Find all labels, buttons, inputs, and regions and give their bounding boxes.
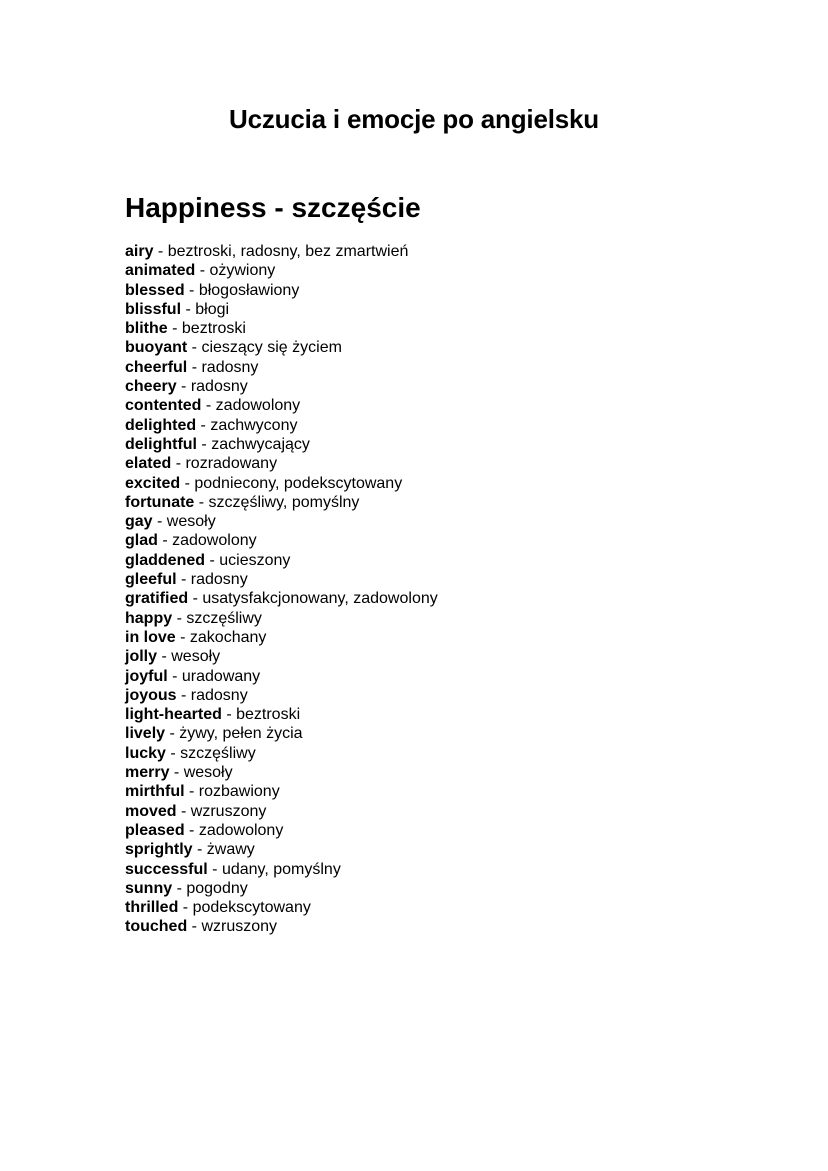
entry-separator: - xyxy=(181,300,196,318)
entry-translation: uradowany xyxy=(181,667,261,685)
entry-translation: wesoły xyxy=(183,764,233,782)
entry-term: moved xyxy=(125,802,177,820)
entry-separator: - xyxy=(169,764,184,782)
entry-term: happy xyxy=(125,609,173,627)
vocabulary-entry xyxy=(125,802,438,821)
entry-separator: - xyxy=(207,860,222,878)
entry-separator: - xyxy=(176,571,191,589)
entry-translation: ucieszony xyxy=(219,551,291,569)
entry-term: light-hearted xyxy=(125,706,222,724)
vocabulary-entry xyxy=(125,879,438,898)
entry-translation: szczęśliwy, pomyślny xyxy=(208,493,360,511)
entry-term: gay xyxy=(125,513,153,531)
entry-separator: - xyxy=(180,474,195,492)
entry-separator: - xyxy=(172,879,187,897)
entry-term: thrilled xyxy=(125,899,179,917)
vocabulary-entry xyxy=(125,242,438,261)
entry-term: gladdened xyxy=(125,551,206,569)
vocabulary-entry xyxy=(125,898,438,917)
entry-separator: - xyxy=(195,262,210,280)
entry-term: sprightly xyxy=(125,841,193,859)
entry-separator: - xyxy=(172,609,187,627)
entry-term: in love xyxy=(125,628,176,646)
vocabulary-entry xyxy=(125,860,438,879)
entry-separator: - xyxy=(152,513,167,531)
vocabulary-entry xyxy=(125,338,438,357)
entry-separator: - xyxy=(196,435,212,453)
entry-translation: szczęśliwy xyxy=(180,744,256,762)
vocabulary-entry xyxy=(125,570,438,589)
entry-term: lucky xyxy=(125,744,166,762)
entry-translation: zadowolony xyxy=(172,532,257,550)
vocabulary-entry xyxy=(125,435,438,454)
vocabulary-entry xyxy=(125,454,438,473)
entry-translation: wesoły xyxy=(171,648,221,666)
entry-term: buoyant xyxy=(125,339,188,357)
vocabulary-entry xyxy=(125,686,438,705)
entry-translation: błogi xyxy=(195,300,230,318)
entry-translation: udany, pomyślny xyxy=(221,860,341,878)
vocabulary-entry xyxy=(125,551,438,570)
vocabulary-entry xyxy=(125,358,438,377)
entry-translation: rozradowany xyxy=(185,455,278,473)
entry-translation: beztroski xyxy=(181,320,246,338)
entry-term: touched xyxy=(125,918,188,936)
entry-term: lively xyxy=(125,725,166,743)
vocabulary-entry xyxy=(125,377,438,396)
entry-term: cheerful xyxy=(125,358,188,376)
entry-separator: - xyxy=(187,358,202,376)
entry-translation: radosny xyxy=(201,358,259,376)
entry-translation: wzruszony xyxy=(190,802,267,820)
entry-separator: - xyxy=(221,706,237,724)
entry-term: blithe xyxy=(125,320,168,338)
entry-separator: - xyxy=(157,648,172,666)
vocabulary-entry xyxy=(125,782,438,801)
vocabulary-entry xyxy=(125,744,438,763)
vocabulary-entry xyxy=(125,319,438,338)
entry-term: fortunate xyxy=(125,493,195,511)
entry-term: elated xyxy=(125,455,172,473)
vocabulary-entry xyxy=(125,705,438,724)
entry-term: glad xyxy=(125,532,158,550)
entry-translation: żwawy xyxy=(206,841,255,859)
vocabulary-entry xyxy=(125,609,438,628)
entry-translation: cieszący się życiem xyxy=(201,339,342,357)
entry-term: contented xyxy=(125,397,202,415)
entry-term: joyous xyxy=(125,686,177,704)
entry-translation: błogosławiony xyxy=(198,281,300,299)
vocabulary-entry xyxy=(125,628,438,647)
entry-separator: - xyxy=(165,744,181,762)
vocabulary-entry xyxy=(125,917,438,936)
vocabulary-entry xyxy=(125,416,438,435)
entry-term: mirthful xyxy=(125,783,185,801)
vocabulary-entry xyxy=(125,821,438,840)
entry-term: gleeful xyxy=(125,571,177,589)
entry-separator: - xyxy=(194,493,209,511)
entry-term: blissful xyxy=(125,300,182,318)
entry-translation: zadowolony xyxy=(198,821,284,839)
entry-separator: - xyxy=(165,725,180,743)
entry-separator: - xyxy=(176,802,191,820)
entry-term: sunny xyxy=(125,879,173,897)
entry-term: delightful xyxy=(125,435,197,453)
page-title: Uczucia i emocje po angielsku xyxy=(229,104,599,134)
section-heading: Happiness - szczęście xyxy=(125,192,421,223)
entry-term: delighted xyxy=(125,416,197,434)
entry-term: merry xyxy=(125,764,170,782)
entry-translation: beztroski, radosny, bez zmartwień xyxy=(167,243,409,260)
entry-separator: - xyxy=(176,378,191,396)
entry-term: excited xyxy=(125,474,181,492)
entry-translation: zachwycający xyxy=(211,435,310,453)
entry-translation: ożywiony xyxy=(209,262,276,280)
entry-translation: usatysfakcjonowany, zadowolony xyxy=(202,590,438,608)
entry-term: airy xyxy=(125,243,154,260)
vocabulary-entry xyxy=(125,724,438,743)
vocabulary-entry xyxy=(125,531,438,550)
entry-separator: - xyxy=(153,243,168,260)
entry-separator: - xyxy=(196,416,211,434)
entry-separator: - xyxy=(205,551,220,569)
vocabulary-entry xyxy=(125,763,438,782)
entry-separator: - xyxy=(175,628,190,646)
entry-translation: rozbawiony xyxy=(198,783,280,801)
entry-separator: - xyxy=(167,667,182,685)
entry-separator: - xyxy=(157,532,173,550)
vocabulary-entry xyxy=(125,261,438,280)
entry-separator: - xyxy=(201,397,216,415)
entry-translation: radosny xyxy=(190,686,248,704)
vocabulary-entry xyxy=(125,493,438,512)
entry-translation: zadowolony xyxy=(215,397,301,415)
entry-separator: - xyxy=(176,686,191,704)
vocabulary-entry xyxy=(125,300,438,319)
entry-term: gratified xyxy=(125,590,189,608)
entry-translation: beztroski xyxy=(236,706,301,724)
entry-translation: radosny xyxy=(190,571,248,589)
entry-translation: wzruszony xyxy=(201,918,278,936)
entry-separator: - xyxy=(167,320,182,338)
entry-separator: - xyxy=(187,339,202,357)
entry-separator: - xyxy=(188,590,203,608)
entry-translation: wesoły xyxy=(166,513,216,531)
entry-translation: podniecony, podekscytowany xyxy=(194,474,403,492)
entry-term: joyful xyxy=(125,667,168,685)
entry-translation: pogodny xyxy=(186,879,248,897)
entry-separator: - xyxy=(184,783,199,801)
entry-translation: zachwycony xyxy=(210,416,298,434)
entry-separator: - xyxy=(171,455,186,473)
entry-separator: - xyxy=(184,821,199,839)
vocabulary-entry xyxy=(125,667,438,686)
entry-term: pleased xyxy=(125,821,185,839)
entry-translation: podekscytowany xyxy=(192,899,311,917)
entry-separator: - xyxy=(187,918,202,936)
vocabulary-entry xyxy=(125,281,438,300)
entry-translation: radosny xyxy=(190,378,248,396)
entry-term: successful xyxy=(125,860,208,878)
vocabulary-entry xyxy=(125,647,438,666)
entry-term: animated xyxy=(125,262,196,280)
vocabulary-list xyxy=(125,242,438,937)
entry-translation: zakochany xyxy=(189,628,267,646)
vocabulary-entry xyxy=(125,840,438,859)
entry-term: cheery xyxy=(125,378,177,396)
entry-separator: - xyxy=(192,841,207,859)
vocabulary-entry xyxy=(125,589,438,608)
entry-translation: żywy, pełen życia xyxy=(179,725,303,743)
entry-term: jolly xyxy=(125,648,158,666)
entry-term: blessed xyxy=(125,281,185,299)
entry-separator: - xyxy=(184,281,199,299)
vocabulary-entry xyxy=(125,474,438,493)
entry-translation: szczęśliwy xyxy=(186,609,262,627)
vocabulary-entry xyxy=(125,396,438,415)
entry-separator: - xyxy=(178,899,193,917)
vocabulary-entry xyxy=(125,512,438,531)
